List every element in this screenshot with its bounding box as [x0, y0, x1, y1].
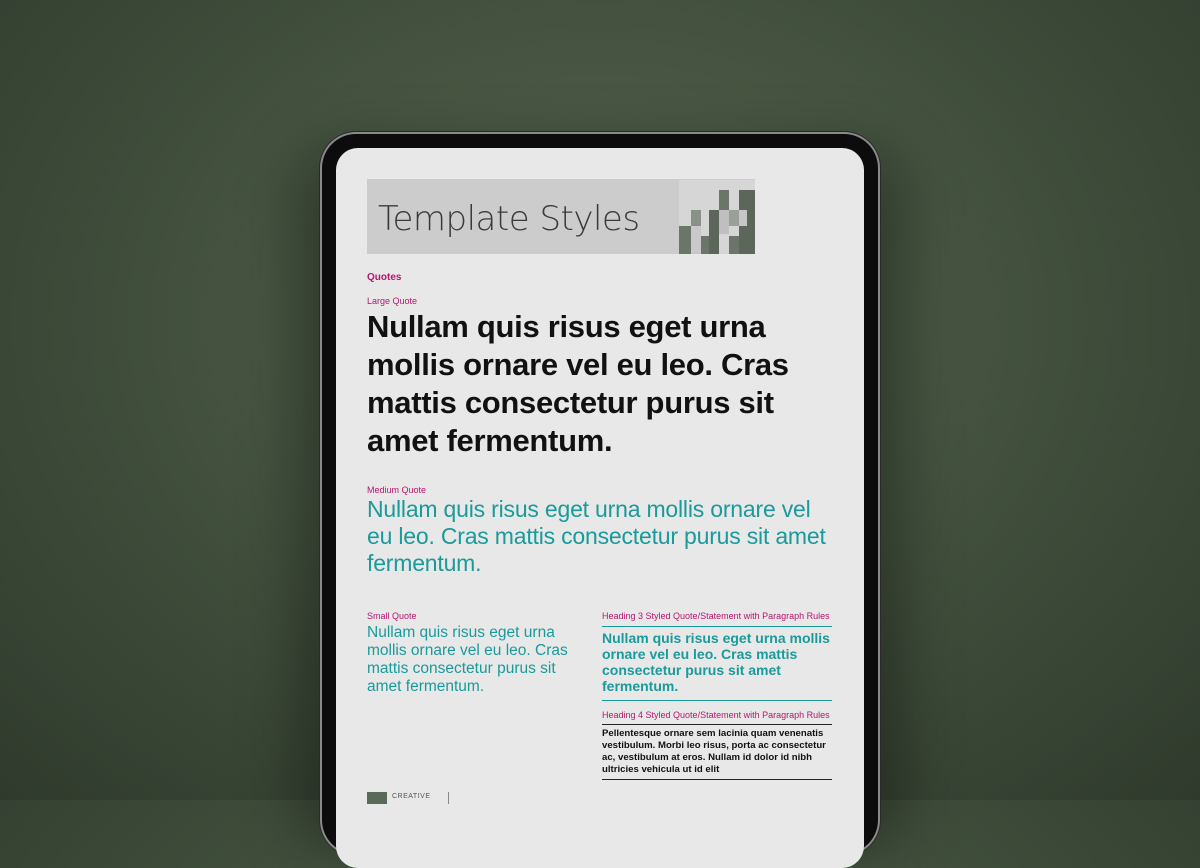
brand-logo-icon [679, 180, 755, 254]
tablet-device [322, 134, 878, 854]
h4-quote-label: Heading 4 Styled Quote/Statement with Paragraph Rules [602, 710, 830, 720]
h3-quote-text: Nullam quis risus eget urna mollis ornare vel eu leo. Cras mattis consectetur purus sit amet fermentum. [602, 630, 830, 694]
large-quote-text: Nullam quis risus eget urna mollis ornare vel eu leo. Cras mattis consectetur purus sit amet fermentum. [367, 309, 789, 458]
page-title: Template Styles [378, 199, 640, 239]
large-quote-label: Large Quote [367, 296, 418, 306]
h3-top-rule [602, 626, 832, 627]
h3-bottom-rule [602, 700, 832, 701]
section-label-quotes: Quotes [367, 272, 402, 283]
h4-quote-text: Pellentesque ornare sem lacinia quam venenatis vestibulum. Morbi leo risus, porta ac consectetur ac, vestibulum at eros. Nullam id dolor id nibh ultricies vehicula ut id elit [602, 728, 826, 775]
h4-top-rule [602, 724, 832, 725]
medium-quote-label: Medium Quote [367, 485, 427, 495]
medium-quote-text: Nullam quis risus eget urna mollis ornare vel eu leo. Cras mattis consectetur purus sit amet fermentum. [367, 496, 826, 576]
small-quote-text: Nullam quis risus eget urna mollis ornare vel eu leo. Cras mattis consectetur purus sit amet fermentum. [367, 624, 568, 695]
footer-logo-icon [367, 792, 387, 804]
footer-divider [448, 792, 449, 804]
h3-quote-label: Heading 3 Styled Quote/Statement with Paragraph Rules [602, 611, 830, 621]
footer-text: CREATIVE [392, 793, 431, 800]
document-page [336, 148, 864, 868]
h4-bottom-rule [602, 779, 832, 780]
small-quote-label: Small Quote [367, 611, 417, 621]
tablet-screen [336, 148, 864, 868]
